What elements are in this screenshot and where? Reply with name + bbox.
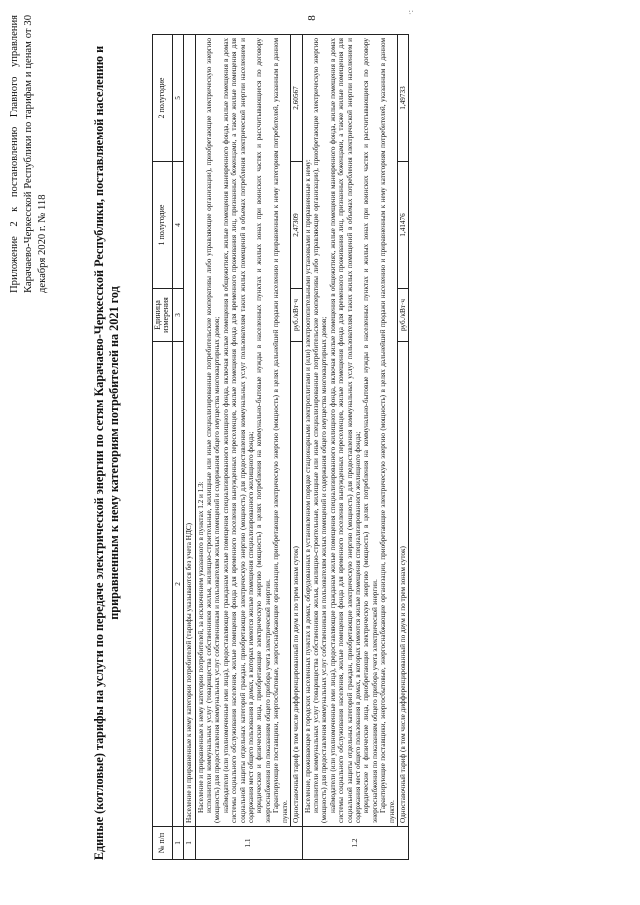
paragraph: исполнители коммунальных услуг (товарищества собственников жилья, жилищно-строительные, жилищные или иные специализированные потребительские кооперативы либо управляющие организации), приобретающие электрическую энергию (мощность) для предоставления коммунальных услуг собственникам и пользователям жилых помещений и содержания общего имущества многоквартирных домов; bbox=[311, 38, 329, 823]
row-num: 1.1 bbox=[195, 827, 302, 860]
index-cell: 5 bbox=[172, 35, 183, 162]
document-title: Единые (котловые) тарифы на услуги по передаче электрической энергии по сетям Карачаево-Черкесской Республики, поставляемой населению и приравненным к нему категориям потребителей на 2021 год bbox=[92, 45, 121, 861]
appendix-header: Приложение 2 к постановлению Главного управления Карачаево-Черкесской Республики по тарифам и ценам от 30 декабря 2020 г. № 118 bbox=[9, 15, 48, 293]
header-second-half: 2 полугодие bbox=[153, 35, 173, 162]
tariff-label: Одноставочный тариф (в том числе дифференцированный по двум и по трем зонам суток) bbox=[291, 342, 302, 827]
tariff-second-half: 2,60567 bbox=[291, 35, 302, 162]
tariff-row bbox=[291, 35, 302, 860]
paragraph: юридические и физические лица, приобретающие электрическую энергию (мощность) в целях потребления на коммунально-бытовые нужды в населенных пунктах и жилых зонах при воинских частях и рассчитывающиеся по договору энергоснабжения по показаниям общего прибора учета электрической энергии. bbox=[362, 38, 379, 823]
tariff-unit: руб./кВт·ч bbox=[397, 289, 408, 342]
table-row-1-1 bbox=[195, 35, 290, 860]
paragraph: исполнители коммунальных услуг (товарищества собственников жилья, жилищно-строительные, жилищные или иные специализированные потребительские кооперативы либо управляющие организации), приобретающие электрическую энергию (мощность) для предоставления коммунальных услуг собственникам и пользователям жилых помещений и содержания общего имущества многоквартирных домов; bbox=[205, 38, 222, 823]
paragraph: Население, проживающее в городских населенных пунктах в домах, оборудованных в установленном порядке стационарными электроплитами и (или) электроотопительными установками и приравненные к нему: bbox=[303, 159, 312, 813]
tariff-second-half: 1,49733 bbox=[397, 35, 408, 162]
index-cell: 3 bbox=[172, 289, 183, 342]
tariff-first-half: 2,47309 bbox=[291, 162, 302, 289]
index-cell: 1 bbox=[172, 827, 183, 860]
paragraph: наймодатели (или уполномоченные ими лица), предоставляющие гражданам жилые помещения специализированного жилищного фонда, включая жилые помещения в общежитиях, жилые помещения маневренного фонда, жилые помещения в домах системы социального обслуживания населения, жилые помещения фонда для временного поселения вынужденных переселенцев, жилые помещения фонда для временного проживания лиц, признанных беженцами, а также жилые помещения для социальной защиты отдельных категорий граждан, приобретающие электрическую энергию (мощность) для предоставления коммунальных услуг пользователям таких жилых помещений в объемах потребления электрической энергии населением и содержания мест общего пользования в домах, в которых имеются жилые помещения специализированного жилищного фонда; bbox=[221, 38, 256, 823]
tariff-first-half: 1,41476 bbox=[397, 162, 408, 289]
row-description bbox=[302, 35, 397, 827]
scan-speck: ·: bbox=[405, 10, 415, 15]
section-text: Население и приравненные к нему категории потребителей (тарифы указываются без учета НДС) bbox=[184, 35, 195, 827]
index-cell: 4 bbox=[172, 162, 183, 289]
rotated-document bbox=[2, 3, 638, 903]
tariff-row bbox=[397, 35, 408, 860]
page-number: 8 bbox=[306, 15, 318, 21]
paragraph: Гарантирующие поставщики, энергосбытовые, энергоснабжающие организации, приобретающие электрическую энергию (мощность) в целях дальнейшей продажи населению и приравненным к нему категориям потребителей, указанным в данном пункте. bbox=[379, 38, 396, 823]
header-unit: Единица измерения bbox=[153, 289, 173, 342]
section-row bbox=[184, 35, 195, 860]
header-description bbox=[153, 342, 173, 827]
paragraph: юридические и физические лица, приобретающие электрическую энергию (мощность) в целях потребления на коммунально-бытовые нужды в населенных пунктах и жилых зонах при воинских частях и рассчитывающиеся по договору энергоснабжения по показаниям общего прибора учета электрической энергии. bbox=[255, 38, 272, 823]
tariff-label: Одноставочный тариф (в том числе дифференцированный по двум и по трем зонам суток) bbox=[397, 342, 408, 827]
tariff-unit: руб./кВт·ч bbox=[291, 289, 302, 342]
paragraph: наймодатели (или уполномоченные ими лица), предоставляющие гражданам жилые помещения специализированного жилищного фонда, включая жилые помещения в общежитиях, жилые помещения маневренного фонда, жилые помещения в домах системы социального обслуживания населения, жилые помещения фонда для временного поселения вынужденных переселенцев, жилые помещения фонда для временного проживания лиц, признанных беженцами, а также жилые помещения для социальной защиты отдельных категорий граждан, приобретающие электрическую энергию (мощность) для предоставления коммунальных услуг пользователям таких жилых помещений в объемах потребления электрической энергии населением и содержания мест общего пользования в домах, в которых имеются жилые помещения специализированного жилищного фонда; bbox=[328, 38, 362, 823]
header-first-half: 1 полугодие bbox=[153, 162, 173, 289]
row-num: 1.2 bbox=[302, 827, 409, 860]
table-row-1-2 bbox=[302, 35, 397, 860]
section-num: 1 bbox=[184, 827, 195, 860]
table-header-row bbox=[153, 35, 173, 860]
paragraph: Население и приравненные к нему категории потребителей, за исключением указанного в пунктах 1.2 и 1.3: bbox=[196, 481, 205, 813]
column-index-row bbox=[172, 35, 183, 860]
index-cell: 2 bbox=[172, 342, 183, 827]
header-num: № п/п bbox=[153, 827, 173, 860]
row-description bbox=[195, 35, 290, 827]
paragraph: Гарантирующие поставщики, энергосбытовые, энергоснабжающие организации, приобретающие электрическую энергию (мощность) в целях дальнейшей продажи населению и приравненным к нему категориям потребителей, указанным в данном пункте. bbox=[272, 38, 289, 823]
tariff-table bbox=[152, 34, 409, 860]
